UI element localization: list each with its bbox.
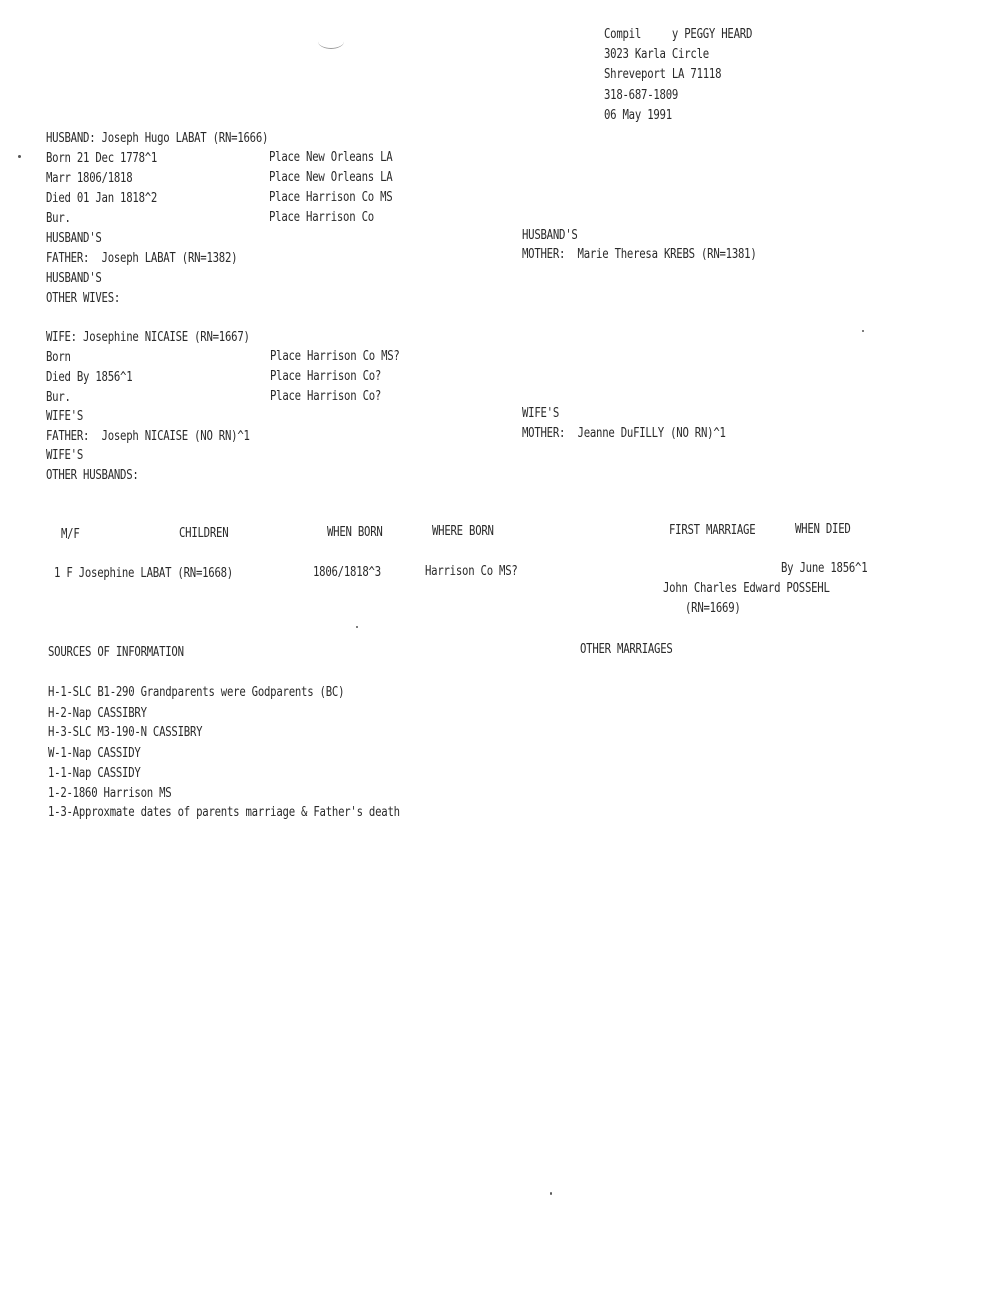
husband-father-label: HUSBAND'S — [46, 231, 102, 246]
scan-speck — [862, 330, 864, 332]
wife-other-label: WIFE'S — [46, 448, 84, 463]
child-row-when-born: 1806/1818^3 — [313, 565, 381, 580]
other-marriages-title: OTHER MARRIAGES — [580, 642, 673, 657]
header-when-born: WHEN BORN — [327, 525, 383, 540]
source-item: H-2-Nap CASSIBRY — [48, 706, 147, 721]
husband-mother: MOTHER: Marie Theresa KREBS (RN=1381) — [522, 247, 757, 262]
sources-title: SOURCES OF INFORMATION — [48, 645, 184, 660]
header-when-died: WHEN DIED — [795, 522, 851, 537]
husband-father: FATHER: Joseph LABAT (RN=1382) — [46, 251, 238, 266]
source-item: W-1-Nap CASSIDY — [48, 746, 141, 761]
husband-died: Died 01 Jan 1818^2 — [46, 191, 158, 206]
husband-died-place: Place Harrison Co MS — [269, 190, 393, 205]
husband-bur-place: Place Harrison Co — [269, 210, 374, 225]
scan-speck — [356, 626, 358, 628]
child-row-name: 1 F Josephine LABAT (RN=1668) — [54, 566, 233, 581]
header-first-marriage: FIRST MARRIAGE — [669, 523, 756, 538]
wife-bur: Bur. — [46, 390, 71, 405]
scan-speck — [550, 1192, 552, 1195]
source-item: H-1-SLC B1-290 Grandparents were Godparents (BC) — [48, 685, 345, 700]
husband-born: Born 21 Dec 1778^1 — [46, 151, 158, 166]
child-row-where-born: Harrison Co MS? — [425, 564, 518, 579]
wife-born-place: Place Harrison Co MS? — [270, 349, 400, 364]
husband-bur: Bur. — [46, 211, 71, 226]
child-row-when-died: By June 1856^1 — [781, 561, 868, 576]
compiler-date: 06 May 1991 — [604, 108, 672, 123]
scan-smudge — [318, 34, 344, 49]
child-row-spouse: John Charles Edward POSSEHL — [663, 581, 830, 596]
husband-other-label: HUSBAND'S — [46, 271, 102, 286]
source-item: 1-3-Approxmate dates of parents marriage & Father's death — [48, 805, 400, 820]
husband-mother-label: HUSBAND'S — [522, 228, 578, 243]
compiler-street: 3023 Karla Circle — [604, 47, 709, 62]
compiler-line: Compil y PEGGY HEARD — [604, 27, 753, 42]
wife-died: Died By 1856^1 — [46, 370, 133, 385]
source-item: 1-1-Nap CASSIDY — [48, 766, 141, 781]
wife-mother-label: WIFE'S — [522, 406, 560, 421]
wife-died-place: Place Harrison Co? — [270, 369, 382, 384]
wife-name: WIFE: Josephine NICAISE (RN=1667) — [46, 330, 250, 345]
husband-born-place: Place New Orleans LA — [269, 150, 393, 165]
husband-marr-place: Place New Orleans LA — [269, 170, 393, 185]
header-where-born: WHERE BORN — [432, 524, 494, 539]
husband-name: HUSBAND: Joseph Hugo LABAT (RN=1666) — [46, 131, 269, 146]
compiler-phone: 318-687-1809 — [604, 88, 679, 103]
header-children: CHILDREN — [179, 526, 229, 541]
scan-speck — [18, 155, 21, 158]
child-row-spouse-rn: (RN=1669) — [685, 601, 741, 616]
husband-other-wives: OTHER WIVES: — [46, 291, 121, 306]
wife-father: FATHER: Joseph NICAISE (NO RN)^1 — [46, 429, 250, 444]
source-item: 1-2-1860 Harrison MS — [48, 786, 172, 801]
wife-born: Born — [46, 350, 71, 365]
wife-other-husbands: OTHER HUSBANDS: — [46, 468, 139, 483]
header-mf: M/F — [61, 527, 80, 542]
compiler-city: Shreveport LA 71118 — [604, 67, 722, 82]
source-item: H-3-SLC M3-190-N CASSIBRY — [48, 725, 203, 740]
husband-marr: Marr 1806/1818 — [46, 171, 133, 186]
wife-father-label: WIFE'S — [46, 409, 84, 424]
wife-bur-place: Place Harrison Co? — [270, 389, 382, 404]
wife-mother: MOTHER: Jeanne DuFILLY (NO RN)^1 — [522, 426, 726, 441]
